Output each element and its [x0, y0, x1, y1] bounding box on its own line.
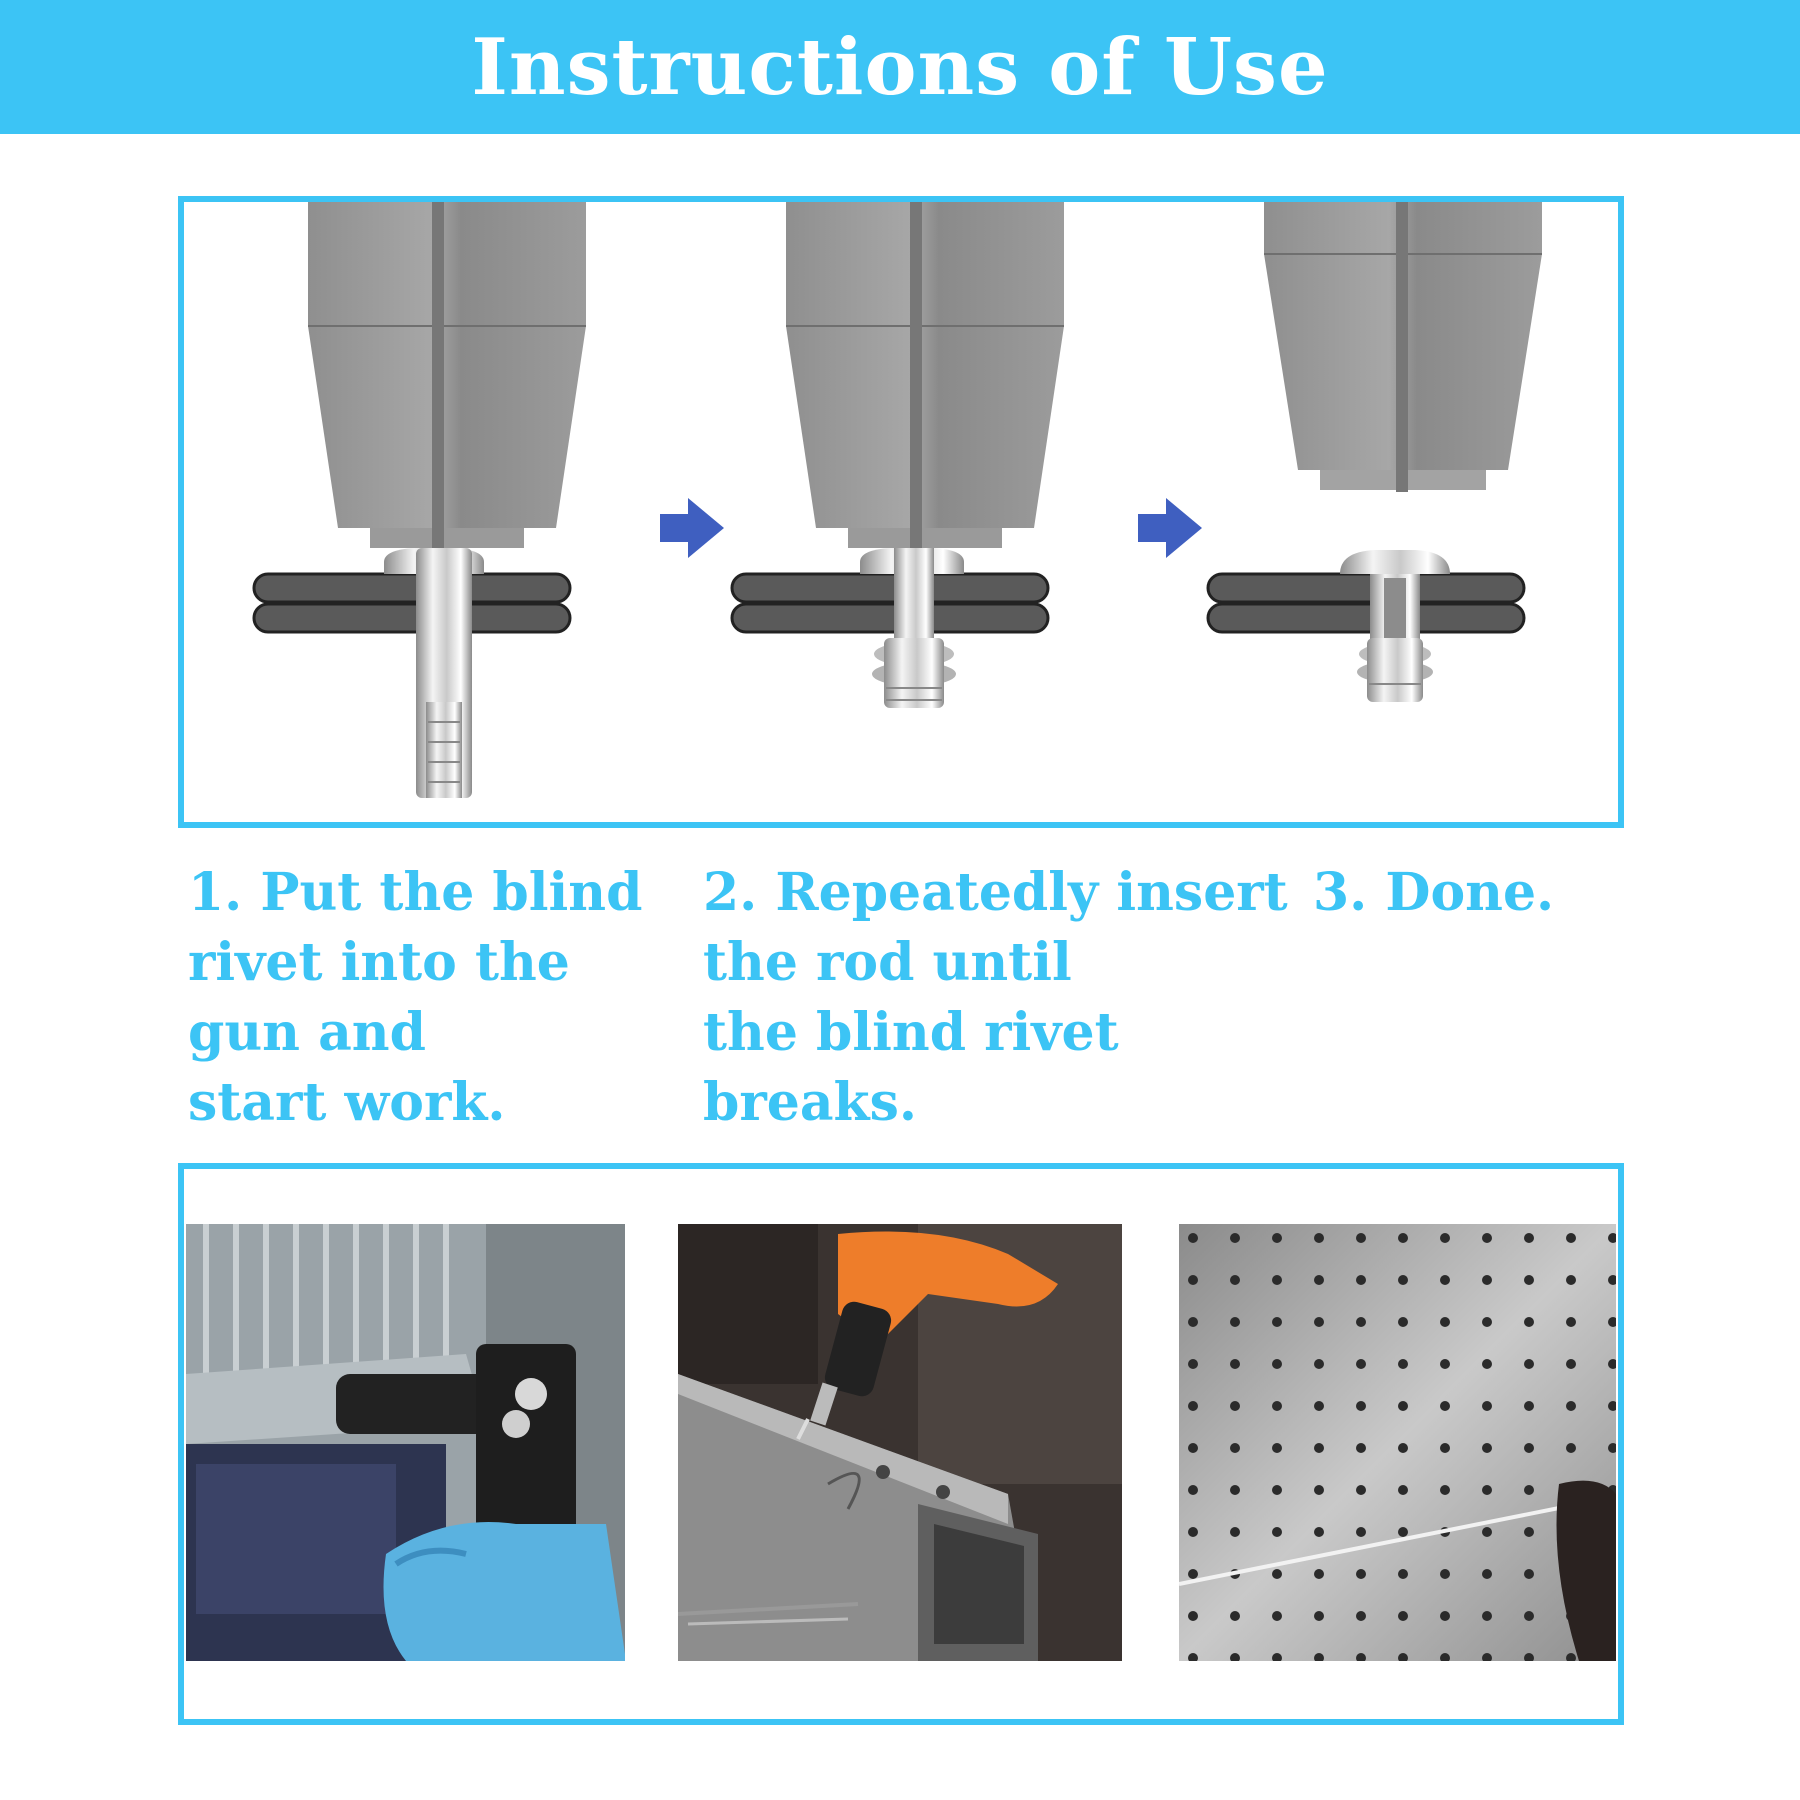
arrow-right-icon: [1138, 498, 1202, 558]
step-2-line: breaks.: [703, 1072, 917, 1133]
page-title: Instructions of Use: [471, 21, 1329, 113]
header-banner: [0, 0, 1800, 134]
stage-1-tool: [254, 202, 586, 798]
photo-perforated-metal-panel: [1179, 1224, 1616, 1661]
step-1-line: rivet into the: [188, 932, 570, 993]
step-2-line: the rod until: [703, 932, 1072, 993]
step-1-instruction: [188, 858, 642, 1138]
step-1-line: start work.: [188, 1072, 506, 1133]
stage-3-tool: [1208, 202, 1542, 702]
arrow-right-icon: [660, 498, 724, 558]
step-2-line: 2. Repeatedly insert: [703, 862, 1288, 923]
photo-riveting-with-hand-tool: [186, 1224, 625, 1661]
step-3-line: 3. Done.: [1313, 862, 1555, 923]
rivet-process-diagram: [184, 202, 1618, 822]
step-1-line: gun and: [188, 1002, 426, 1063]
photo-riveting-square-tube: [678, 1224, 1122, 1661]
step-1-line: 1. Put the blind: [188, 862, 643, 923]
stage-2-tool: [732, 202, 1064, 708]
step-2-instruction: [703, 858, 1288, 1138]
step-3-instruction: [1313, 858, 1554, 928]
step-2-line: the blind rivet: [703, 1002, 1119, 1063]
